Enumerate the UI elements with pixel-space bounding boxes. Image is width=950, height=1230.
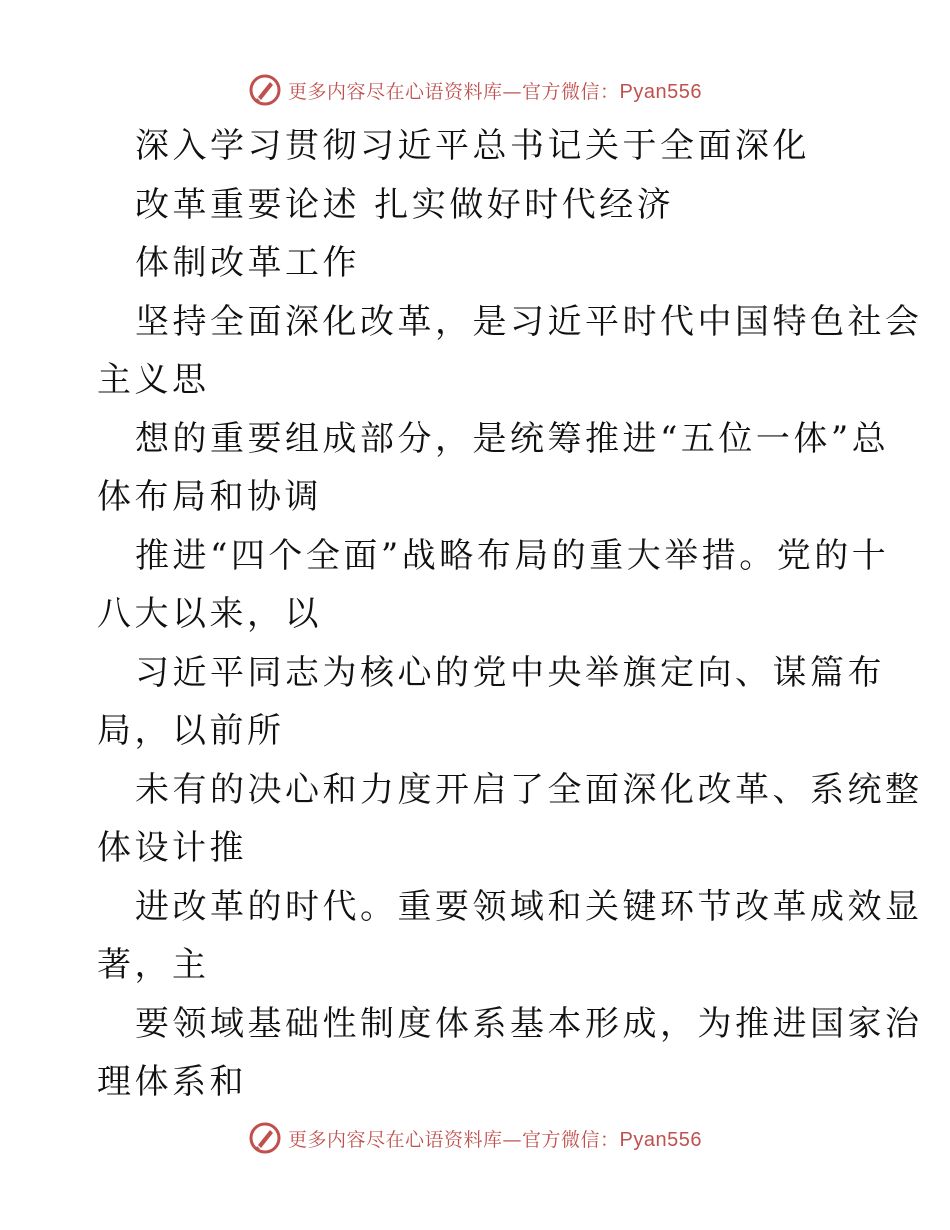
pen-circle-logo-icon <box>248 1121 282 1155</box>
watermark-text: 更多内容尽在心语资料库—官方微信： <box>288 80 620 103</box>
title-line-2: 改革重要论述 扎实做好时代经济 <box>135 185 675 225</box>
body-line: 主义思 <box>97 360 210 400</box>
body-line: 进改革的时代。重要领域和关键环节改革成效显 <box>135 887 923 927</box>
title-line-3: 体制改革工作 <box>135 243 360 283</box>
title-line-1: 深入学习贯彻习近平总书记关于全面深化 <box>135 126 810 166</box>
body-line: 八大以来，以 <box>97 594 322 634</box>
body-line: 局，以前所 <box>97 711 285 751</box>
body-line: 想的重要组成部分，是统筹推进“五位一体”总 <box>135 419 890 459</box>
body-line: 体设计推 <box>97 828 247 868</box>
watermark-wechat-id: Pyan556 <box>619 1128 702 1151</box>
body-line: 坚持全面深化改革，是习近平时代中国特色社会 <box>135 302 923 342</box>
body-line: 要领域基础性制度体系基本形成，为推进国家治 <box>135 1004 923 1044</box>
watermark-wechat-id: Pyan556 <box>619 80 702 103</box>
body-line: 体布局和协调 <box>97 477 322 517</box>
watermark-text: 更多内容尽在心语资料库—官方微信： <box>288 1128 620 1151</box>
footer-watermark <box>0 1118 950 1158</box>
body-line: 著，主 <box>97 945 210 985</box>
body-line: 理体系和 <box>97 1062 247 1102</box>
body-line: 习近平同志为核心的党中央举旗定向、谋篇布 <box>135 653 885 693</box>
body-line: 推进“四个全面”战略布局的重大举措。党的十 <box>135 536 890 576</box>
body-line: 未有的决心和力度开启了全面深化改革、系统整 <box>135 770 923 810</box>
